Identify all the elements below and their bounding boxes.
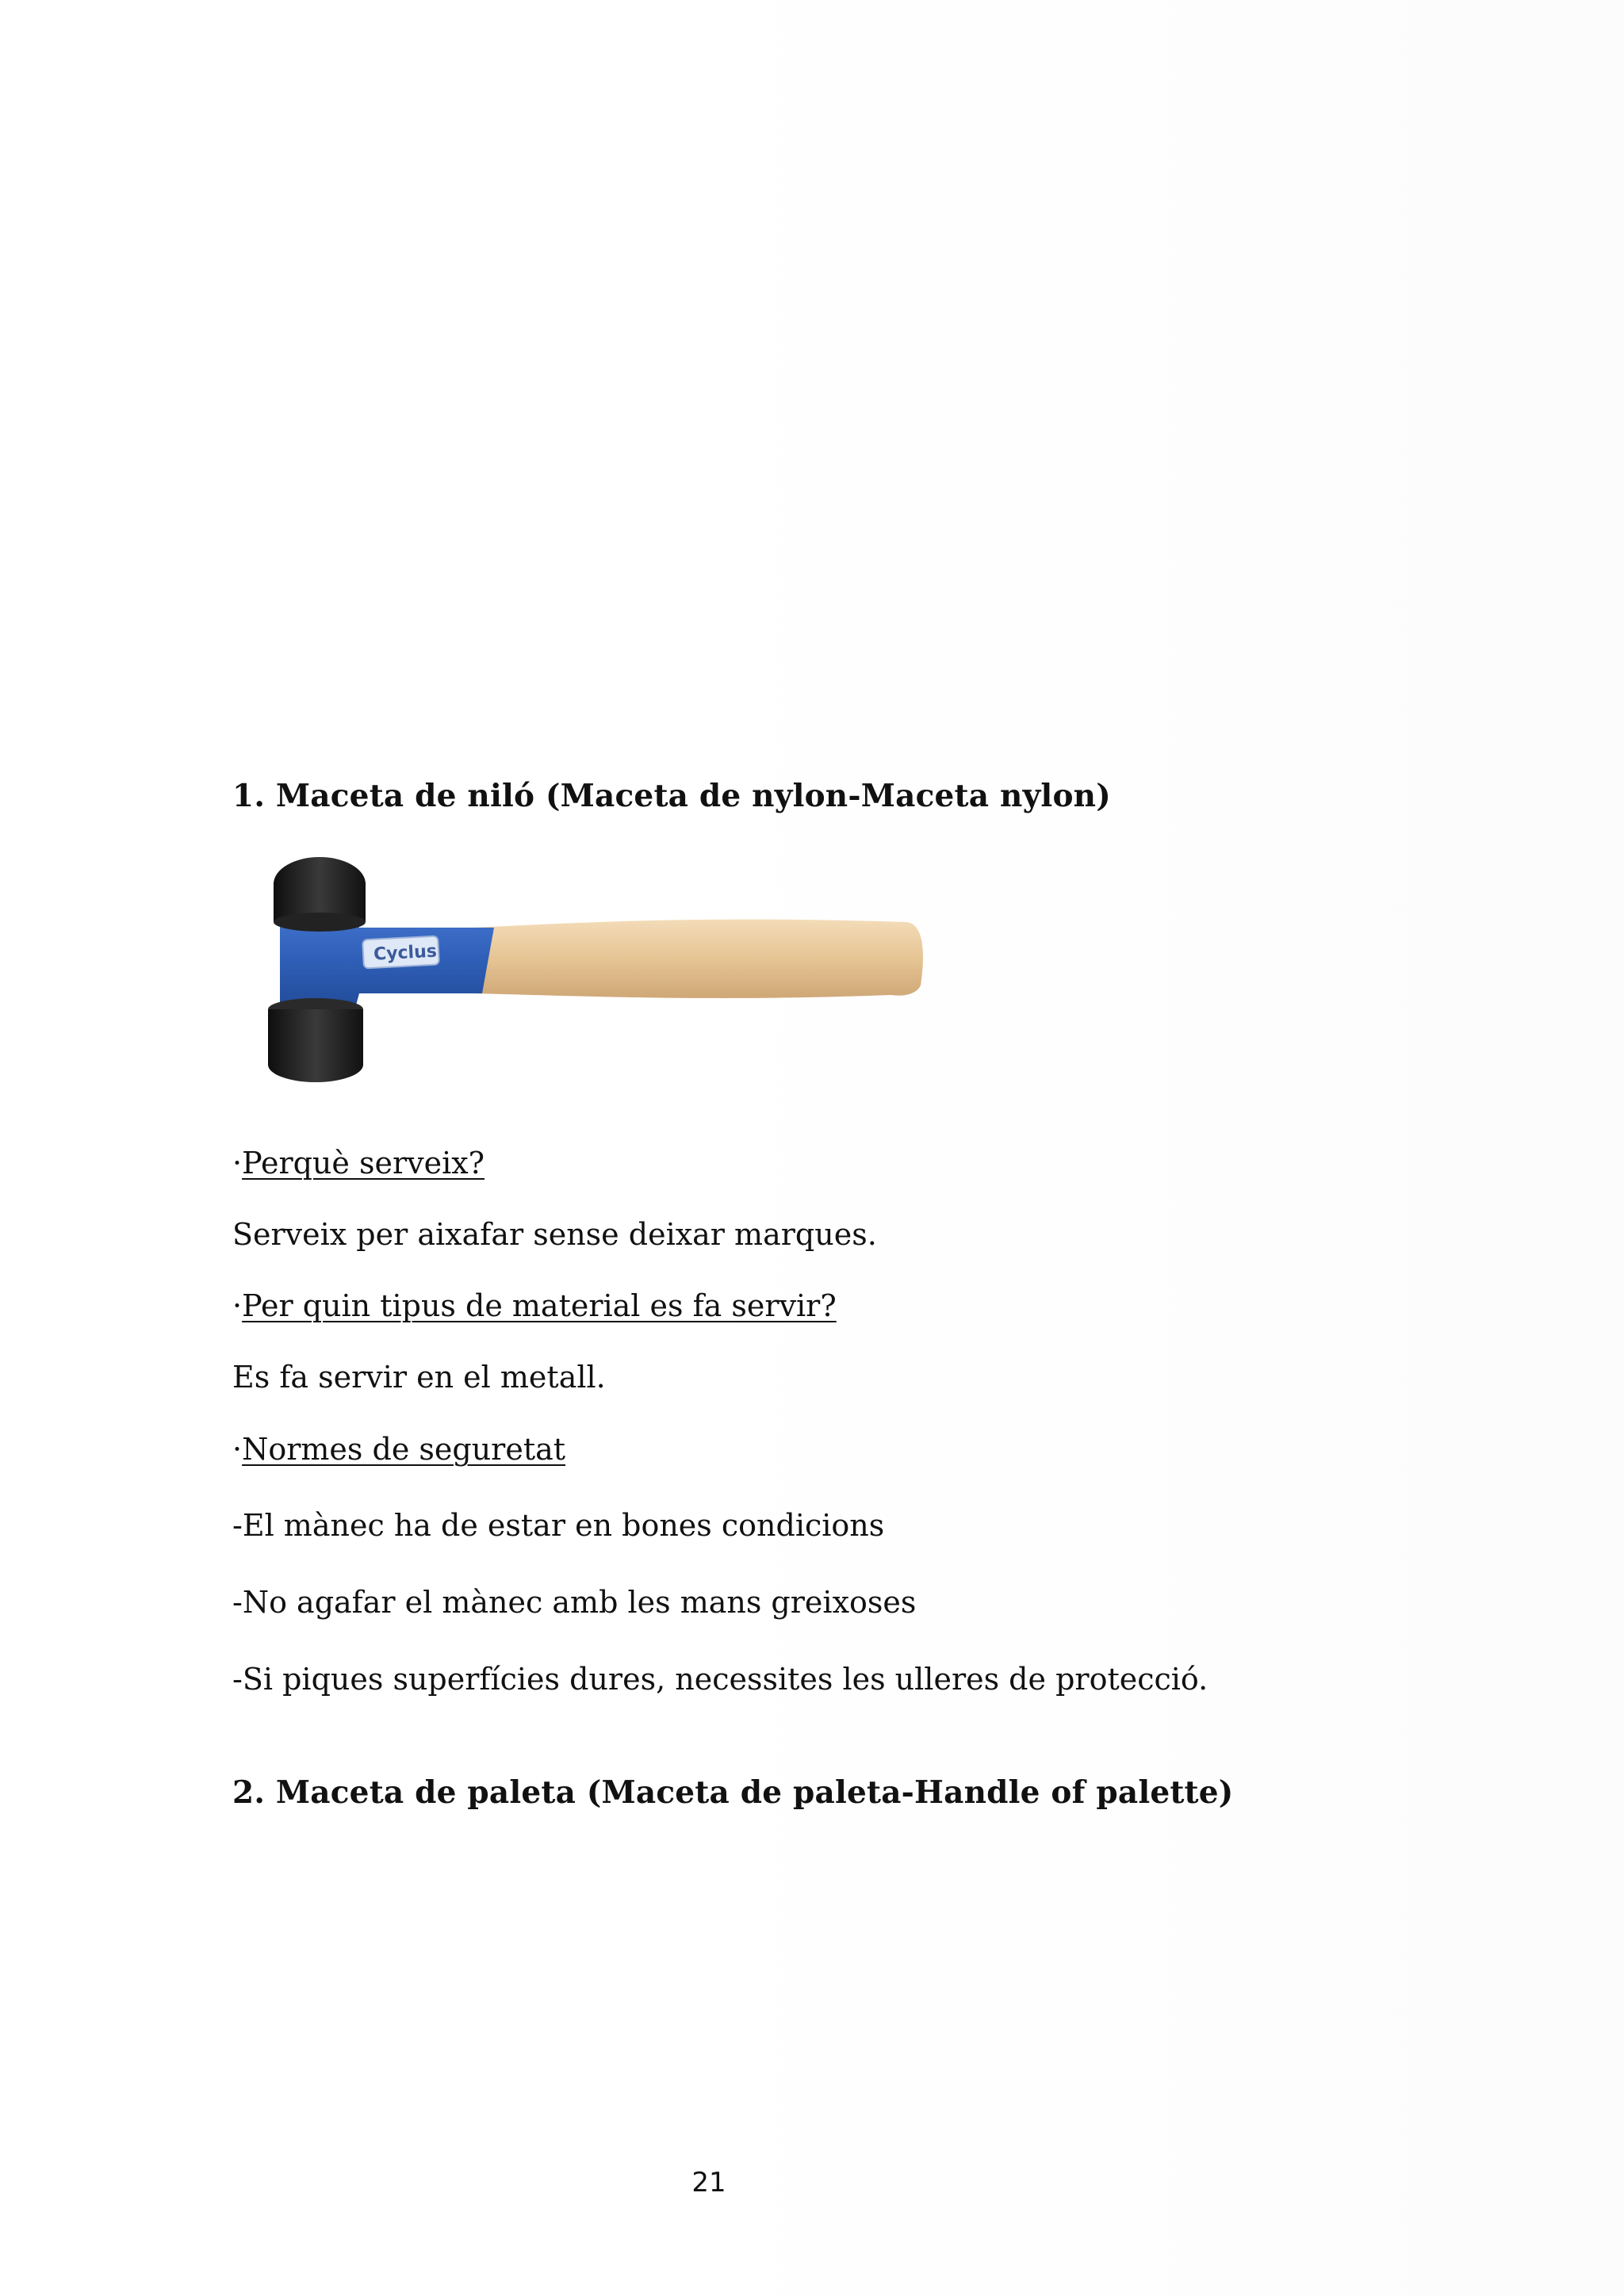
section-1-heading: 1. Maceta de niló (Maceta de nylon-Maceta nylon): [232, 778, 1111, 814]
answer-purpose: Serveix per aixafar sense deixar marques.: [232, 1217, 877, 1252]
safety-rule-3: -Si piques superfícies dures, necessites les ulleres de protecció.: [232, 1662, 1208, 1697]
question-purpose: ·Perquè serveix?: [232, 1146, 485, 1181]
answer-material: Es fa servir en el metall.: [232, 1360, 606, 1395]
safety-rule-2: -No agafar el mànec amb les mans greixoses: [232, 1585, 917, 1620]
page-number: 21: [691, 2167, 726, 2198]
section-2-heading: 2. Maceta de paleta (Maceta de paleta-Handle of palette): [232, 1774, 1234, 1811]
nylon-mallet-image: [232, 852, 930, 1090]
hammer-brand-label: Cyclus: [373, 941, 438, 965]
safety-rule-1: -El mànec ha de estar en bones condicions: [232, 1508, 885, 1543]
question-safety: ·Normes de seguretat: [232, 1432, 566, 1467]
question-material: ·Per quin tipus de material es fa servir?: [232, 1288, 837, 1323]
